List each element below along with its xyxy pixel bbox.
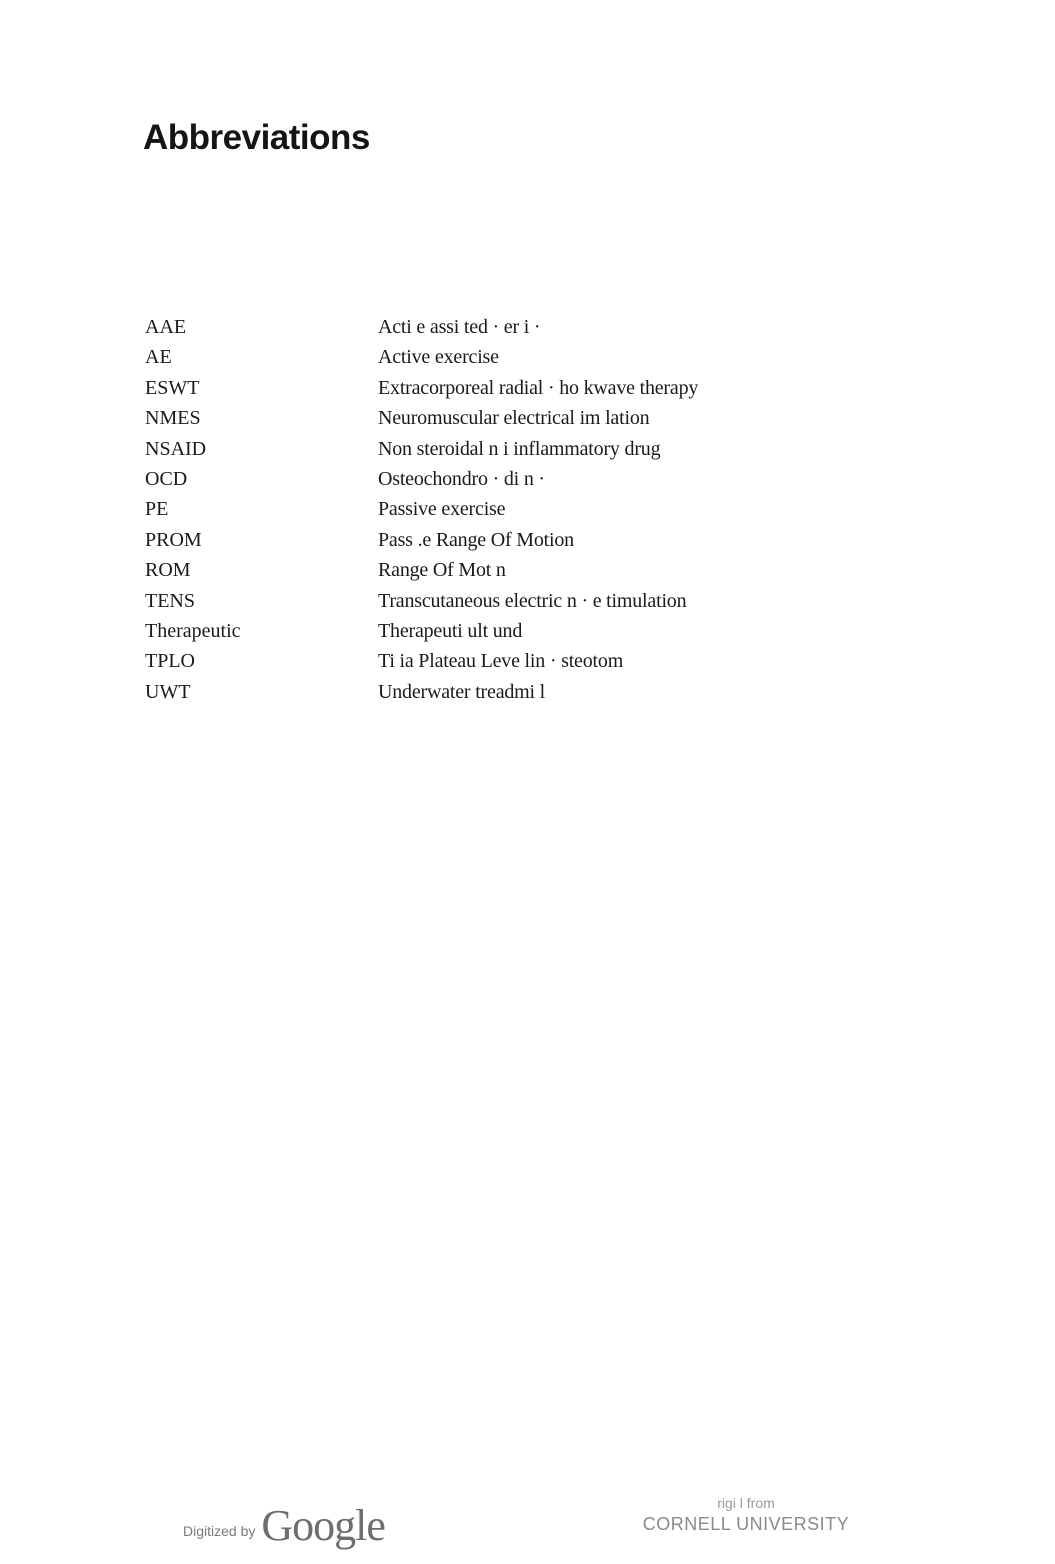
abbreviation-row: [145, 529, 845, 559]
original-from-label: rigi l from: [717, 1495, 775, 1511]
abbreviation-row: [145, 468, 845, 498]
abbreviation-definition: Underwater treadmi l: [378, 680, 546, 703]
abbreviation-row: [145, 438, 845, 468]
abbreviation-row: [145, 407, 845, 437]
abbreviation-row: [145, 316, 845, 346]
abbreviation-definition: Range Of Mot n: [378, 559, 506, 582]
abbreviation-term: AE: [145, 346, 172, 369]
abbreviation-term: ROM: [145, 559, 191, 582]
abbreviation-definition: Active exercise: [378, 346, 499, 369]
abbreviation-row: [145, 650, 845, 680]
abbreviation-row: [145, 559, 845, 589]
abbreviation-row: [145, 590, 845, 620]
abbreviation-definition: Ti ia Plateau Leve lin · steotom: [378, 650, 624, 673]
abbreviation-term: NMES: [145, 407, 201, 430]
abbreviation-term: AAE: [145, 316, 187, 338]
abbreviation-definition: Osteochondro · di n ·: [378, 467, 545, 490]
abbreviation-definition: Transcutaneous electric n · e timulation: [378, 589, 687, 612]
institution-label: CORNELL UNIVERSITY: [642, 1514, 850, 1534]
abbreviation-term: ESWT: [145, 376, 200, 399]
abbreviation-term: PROM: [145, 528, 202, 551]
abbreviation-term: PE: [145, 498, 169, 521]
abbreviation-row: [145, 620, 845, 650]
digitized-by-label: Digitized by: [183, 1523, 256, 1539]
abbreviation-definition: Pass .e Range Of Motion: [378, 528, 574, 551]
abbreviation-row: [145, 498, 845, 528]
abbreviation-term: OCD: [145, 467, 188, 490]
page-title: Abbreviations: [143, 118, 370, 157]
abbreviation-row: [145, 681, 845, 711]
abbreviation-row: [145, 377, 845, 407]
digitized-by-google-watermark: [183, 1495, 385, 1555]
abbreviation-term: TPLO: [145, 650, 195, 673]
abbreviation-definition: Acti e assi ted · er i ·: [378, 316, 541, 338]
abbreviation-term: NSAID: [145, 437, 207, 460]
abbreviation-term: UWT: [145, 680, 191, 703]
abbreviation-list: [145, 316, 845, 711]
abbreviation-definition: Extracorporeal radial · ho kwave therapy: [378, 376, 699, 399]
google-logo: Google: [261, 1500, 385, 1550]
original-source-watermark: [636, 1494, 856, 1536]
abbreviation-definition: Non steroidal n i inflammatory drug: [378, 437, 661, 460]
abbreviation-definition: Neuromuscular electrical im lation: [378, 407, 650, 430]
abbreviation-term: Therapeutic: [145, 619, 241, 642]
abbreviation-definition: Passive exercise: [378, 498, 506, 521]
abbreviation-row: [145, 346, 845, 376]
abbreviation-definition: Therapeuti ult und: [378, 619, 523, 642]
abbreviation-term: TENS: [145, 589, 195, 612]
